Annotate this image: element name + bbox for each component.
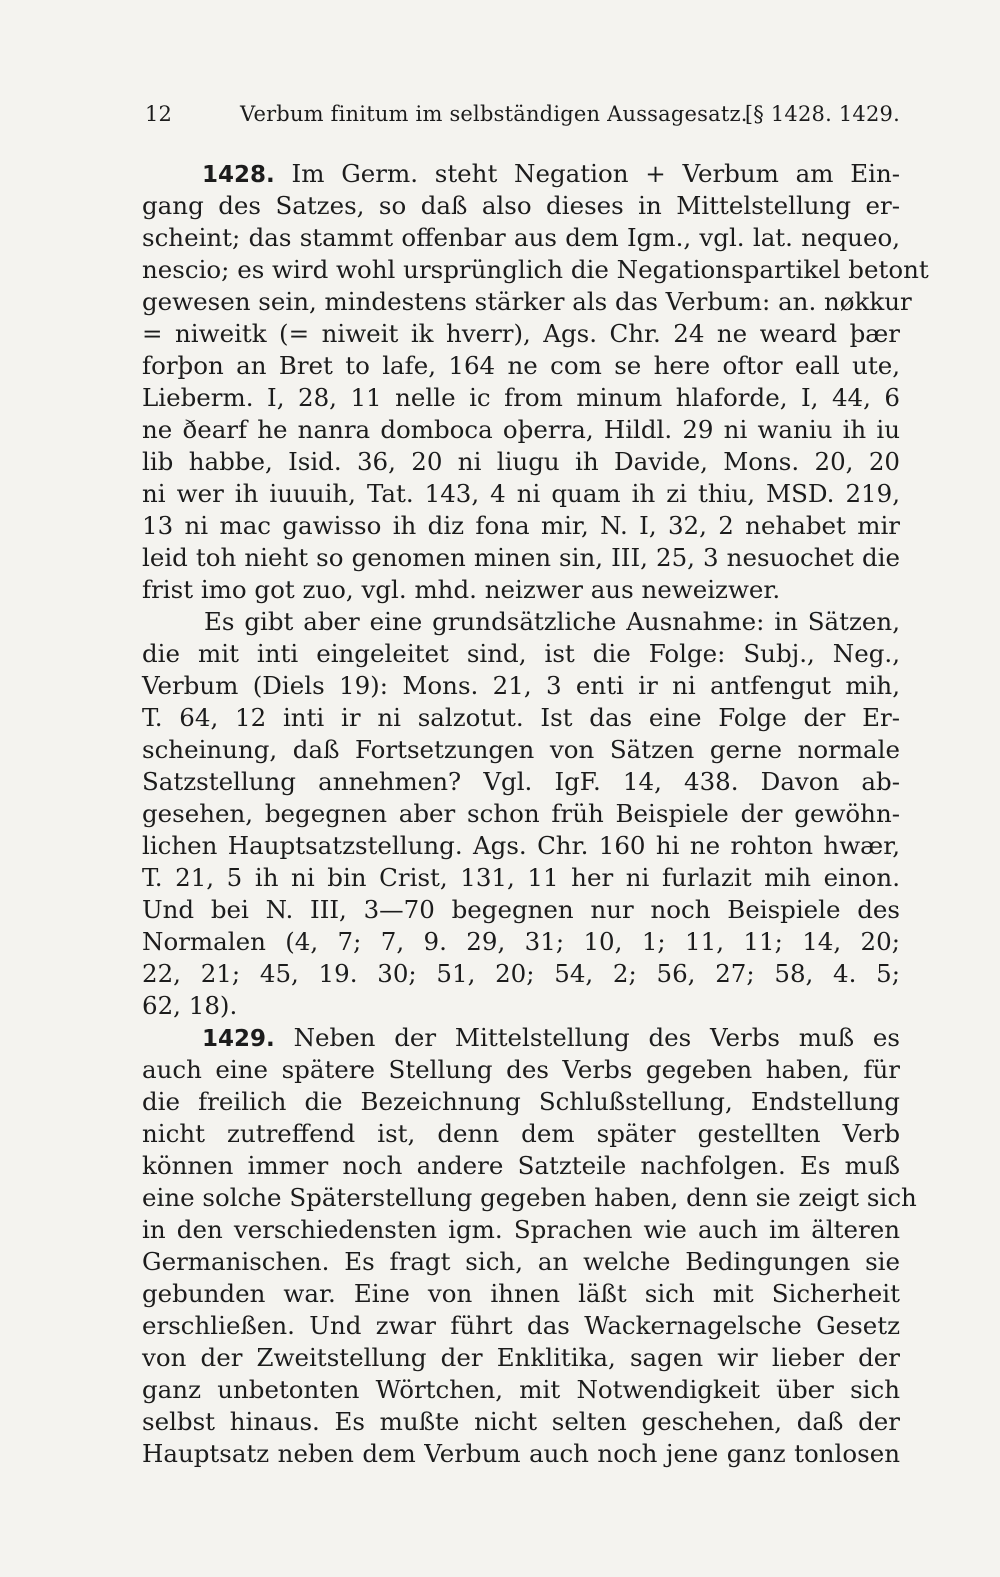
text-line: 22, 21; 45, 19. 30; 51, 20; 54, 2; 56, 27; 58, 4. 5; <box>142 959 900 988</box>
section-number: 1429. <box>202 1026 275 1052</box>
text-line: T. 21, 5 ih ni bin Crist, 131, 11 her ni furlazit mih einon. <box>142 863 900 892</box>
text-line: Im Germ. steht Negation + Verbum am Ein- <box>291 159 900 188</box>
section-number: 1428. <box>202 162 275 188</box>
text-line: die freilich die Bezeichnung Schlußstellung, Endstellung <box>142 1087 900 1116</box>
text-line: Normalen (4, 7; 7, 9. 29, 31; 10, 1; 11, 11; 14, 20; <box>142 927 900 956</box>
text-line: Es gibt aber eine grundsätzliche Ausnahme: in Sätzen, <box>204 607 900 636</box>
text-line: gewesen sein, mindestens stärker als das Verbum: an. nøkkur <box>142 287 912 316</box>
text-line: forþon an Bret to lafe, 164 ne com se here oftor eall ute, <box>142 351 900 380</box>
text-line: ganz unbetonten Wörtchen, mit Notwendigkeit über sich <box>142 1375 900 1404</box>
text-line: erschließen. Und zwar führt das Wackernagelsche Gesetz <box>142 1311 900 1340</box>
body-text <box>142 158 929 1470</box>
text-line: Neben der Mittelstellung des Verbs muß es <box>293 1023 900 1052</box>
section-1429-first-line <box>142 1022 900 1054</box>
section-reference: [§ 1428. 1429. <box>744 102 900 126</box>
text-line: gang des Satzes, so daß also dieses in Mittelstellung er- <box>142 191 900 220</box>
text-line: können immer noch andere Satzteile nachfolgen. Es muß <box>142 1151 900 1180</box>
running-title: Verbum finitum im selbständigen Aussagesatz. <box>240 102 748 126</box>
text-line: leid toh nieht so genomen minen sin, III, 25, 3 nesuochet die <box>142 543 900 572</box>
text-line: nicht zutreffend ist, denn dem später gestellten Verb <box>142 1119 900 1148</box>
text-line: Verbum (Diels 19): Mons. 21, 3 enti ir ni antfengut mih, <box>142 671 900 700</box>
text-line: T. 64, 12 inti ir ni salzotut. Ist das eine Folge der Er- <box>142 703 900 732</box>
text-line: lib habbe, Isid. 36, 20 ni liugu ih Davide, Mons. 20, 20 <box>142 447 900 476</box>
text-line: die mit inti eingeleitet sind, ist die Folge: Subj., Neg., <box>142 639 900 668</box>
text-line: selbst hinaus. Es mußte nicht selten geschehen, daß der <box>142 1407 900 1436</box>
text-line: gebunden war. Eine von ihnen läßt sich mit Sicherheit <box>142 1279 900 1308</box>
text-line: Hauptsatz neben dem Verbum auch noch jene ganz tonlosen <box>142 1439 900 1468</box>
text-line: von der Zweitstellung der Enklitika, sagen wir lieber der <box>142 1343 900 1372</box>
text-line: frist imo got zuo, vgl. mhd. neizwer aus neweizwer. <box>142 575 781 604</box>
text-line: scheinung, daß Fortsetzungen von Sätzen gerne normale <box>142 735 900 764</box>
section-1428-first-line <box>142 158 900 190</box>
text-line: lichen Hauptsatzstellung. Ags. Chr. 160 hi ne rohton hwær, <box>142 831 900 860</box>
text-line: scheint; das stammt offenbar aus dem Igm., vgl. lat. nequeo, <box>142 223 900 252</box>
running-header <box>145 100 900 134</box>
text-line: gesehen, begegnen aber schon früh Beispiele der gewöhn- <box>142 799 900 828</box>
text-line: ni wer ih iuuuih, Tat. 143, 4 ni quam ih zi thiu, MSD. 219, <box>142 479 900 508</box>
text-line: in den verschiedensten igm. Sprachen wie auch im älteren <box>142 1215 900 1244</box>
text-line: Lieberm. I, 28, 11 nelle ic from minum hlaforde, I, 44, 6 <box>142 383 900 412</box>
text-line: 13 ni mac gawisso ih diz fona mir, N. I, 32, 2 nehabet mir <box>142 511 900 540</box>
text-line: eine solche Späterstellung gegeben haben, denn sie zeigt sich <box>142 1183 917 1212</box>
text-line: nescio; es wird wohl ursprünglich die Negationspartikel betont <box>142 255 929 284</box>
text-line: Und bei N. III, 3—70 begegnen nur noch Beispiele des <box>142 895 900 924</box>
text-line: Satzstellung annehmen? Vgl. IgF. 14, 438. Davon ab- <box>142 767 900 796</box>
text-line: 62, 18). <box>142 991 238 1020</box>
text-line: = niweitk (= niweit ik hverr), Ags. Chr. 24 ne weard þær <box>142 319 900 348</box>
text-line: Germanischen. Es fragt sich, an welche Bedingungen sie <box>142 1247 900 1276</box>
text-line: auch eine spätere Stellung des Verbs gegeben haben, für <box>142 1055 900 1084</box>
page-number: 12 <box>145 102 173 126</box>
text-line: ne ðearf he nanra domboca oþerra, Hildl. 29 ni waniu ih iu <box>142 415 900 444</box>
